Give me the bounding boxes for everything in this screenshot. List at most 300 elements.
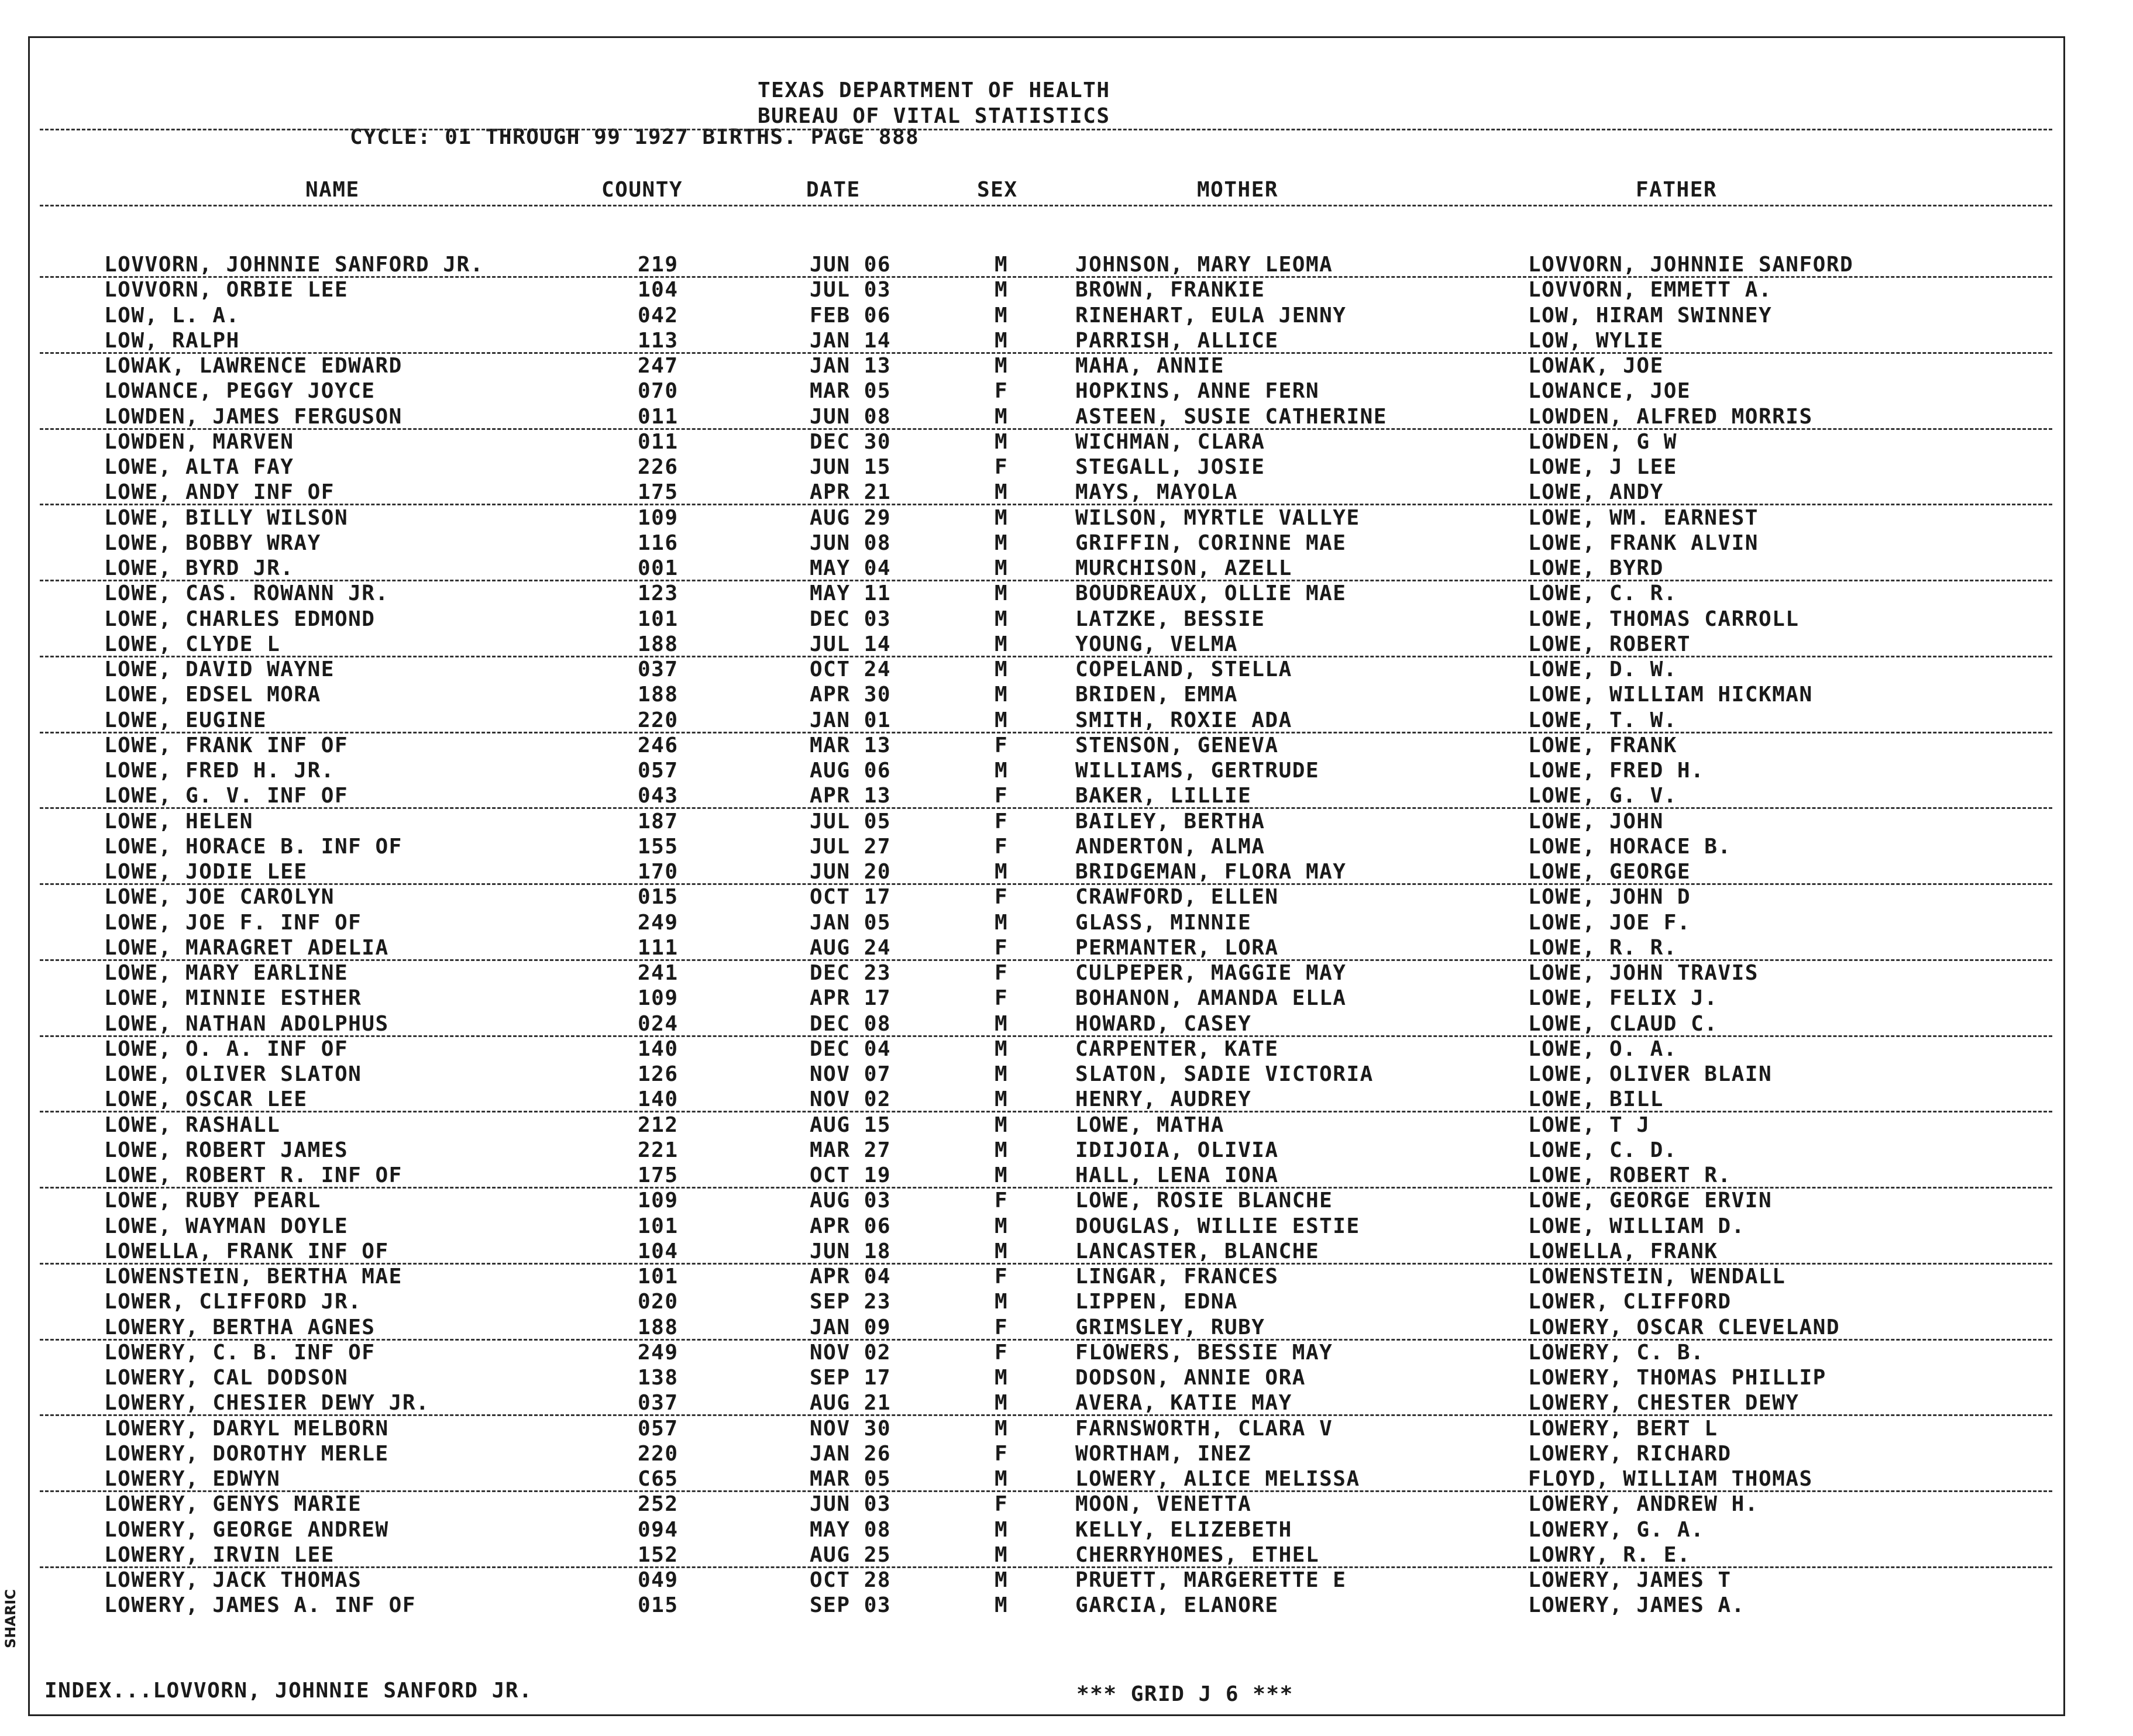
cell-mother: CHERRYHOMES, ETHEL <box>1075 1542 1320 1567</box>
cell-name: LOWE, OLIVER SLATON <box>104 1062 362 1086</box>
cell-date: AUG 06 <box>810 759 892 783</box>
cell-date: JUN 18 <box>810 1239 892 1263</box>
cell-name: LOWE, CAS. ROWANN JR. <box>104 581 389 606</box>
cell-county: 057 <box>638 1416 679 1441</box>
cell-father: LOWE, T. W. <box>1528 708 1677 732</box>
cell-name: LOWERY, GENYS MARIE <box>104 1492 362 1517</box>
cell-date: APR 13 <box>810 784 892 808</box>
cell-father: LOWERY, JAMES T <box>1528 1568 1732 1592</box>
cell-date: DEC 30 <box>810 429 892 454</box>
cell-county: 226 <box>638 455 679 479</box>
cell-county: 241 <box>638 961 679 985</box>
cell-name: LOWE, JODIE LEE <box>104 860 308 884</box>
cell-name: LOWERY, EDWYN <box>104 1467 281 1491</box>
cell-county: 219 <box>638 253 679 277</box>
cell-sex: F <box>995 935 1009 960</box>
cell-county: 221 <box>638 1138 679 1162</box>
table-row <box>0 1290 2133 1314</box>
cell-sex: F <box>995 885 1009 910</box>
cell-father: LOWE, JOHN D <box>1528 885 1691 910</box>
cell-father: LOWE, THOMAS CARROLL <box>1528 607 1800 631</box>
cell-mother: DODSON, ANNIE ORA <box>1075 1366 1306 1390</box>
cell-county: 188 <box>638 683 679 707</box>
cell-date: NOV 02 <box>810 1087 892 1112</box>
cell-father: LOWE, R. R. <box>1528 935 1677 960</box>
cell-county: 126 <box>638 1062 679 1086</box>
cell-sex: M <box>995 278 1009 302</box>
cell-father: LOWE, C. D. <box>1528 1138 1677 1162</box>
cell-father: LOWE, HORACE B. <box>1528 834 1732 859</box>
table-row <box>0 581 2133 606</box>
cell-father: LOWE, FRED H. <box>1528 759 1705 783</box>
cell-father: LOWENSTEIN, WENDALL <box>1528 1265 1786 1289</box>
cell-name: LOWE, RASHALL <box>104 1112 281 1137</box>
cell-name: LOWANCE, PEGGY JOYCE <box>104 379 376 404</box>
table-row <box>0 733 2133 758</box>
cell-county: 001 <box>638 556 679 580</box>
table-row <box>0 379 2133 404</box>
cell-mother: LANCASTER, BLANCHE <box>1075 1239 1320 1263</box>
cell-mother: LINGAR, FRANCES <box>1075 1265 1279 1289</box>
cell-name: LOWE, FRANK INF OF <box>104 733 349 757</box>
cell-mother: STENSON, GENEVA <box>1075 733 1279 757</box>
cell-name: LOWE, MARY EARLINE <box>104 961 349 985</box>
cell-sex: M <box>995 860 1009 884</box>
cell-mother: HOWARD, CASEY <box>1075 1011 1252 1036</box>
cell-mother: MAHA, ANNIE <box>1075 354 1224 378</box>
cell-father: LOWE, WILLIAM HICKMAN <box>1528 683 1813 707</box>
cell-name: LOWERY, CHESIER DEWY JR. <box>104 1391 430 1415</box>
cell-name: LOWE, ALTA FAY <box>104 455 294 479</box>
cell-sex: M <box>995 632 1009 656</box>
cell-name: LOWENSTEIN, BERTHA MAE <box>104 1265 402 1289</box>
cell-father: FLOYD, WILLIAM THOMAS <box>1528 1467 1813 1491</box>
cell-date: JUN 15 <box>810 455 892 479</box>
cell-date: SEP 17 <box>810 1366 892 1390</box>
cell-sex: M <box>995 404 1009 429</box>
cell-name: LOWE, MINNIE ESTHER <box>104 986 362 1011</box>
table-row <box>0 1113 2133 1138</box>
cell-sex: F <box>995 1492 1009 1517</box>
cell-name: LOWE, CLYDE L <box>104 632 281 656</box>
table-row <box>0 1391 2133 1415</box>
cell-sex: M <box>995 1011 1009 1036</box>
cell-date: JUN 03 <box>810 1492 892 1517</box>
cell-mother: STEGALL, JOSIE <box>1075 455 1265 479</box>
cell-date: JAN 14 <box>810 328 892 353</box>
cell-county: 247 <box>638 354 679 378</box>
table-row <box>0 1189 2133 1213</box>
cell-date: APR 21 <box>810 480 892 505</box>
cell-mother: RINEHART, EULA JENNY <box>1075 303 1347 328</box>
cell-county: 070 <box>638 379 679 404</box>
table-row <box>0 1366 2133 1390</box>
cell-date: NOV 07 <box>810 1062 892 1086</box>
cell-county: 037 <box>638 1391 679 1415</box>
cell-name: LOWERY, GEORGE ANDREW <box>104 1517 389 1542</box>
table-row <box>0 759 2133 783</box>
cell-date: DEC 04 <box>810 1036 892 1061</box>
cell-county: 252 <box>638 1492 679 1517</box>
table-row <box>0 683 2133 707</box>
table-row <box>0 810 2133 834</box>
cell-name: LOWE, WAYMAN DOYLE <box>104 1214 349 1238</box>
cell-county: 020 <box>638 1290 679 1314</box>
table-row <box>0 1492 2133 1517</box>
table-row <box>0 405 2133 429</box>
cell-county: 094 <box>638 1517 679 1542</box>
cell-father: LOWERY, BERT L <box>1528 1416 1718 1441</box>
cell-mother: GLASS, MINNIE <box>1075 910 1252 935</box>
cell-county: 188 <box>638 632 679 656</box>
cell-county: 123 <box>638 581 679 606</box>
cell-mother: GRIFFIN, CORINNE MAE <box>1075 531 1347 555</box>
cell-sex: M <box>995 1214 1009 1238</box>
table-row <box>0 253 2133 277</box>
cell-sex: M <box>995 556 1009 580</box>
table-row <box>0 1265 2133 1289</box>
cell-date: DEC 08 <box>810 1011 892 1036</box>
cell-father: LOWERY, THOMAS PHILLIP <box>1528 1366 1826 1390</box>
col-header-county: COUNTY <box>601 178 683 202</box>
cell-date: JAN 13 <box>810 354 892 378</box>
cell-name: LOWE, JOE F. INF OF <box>104 910 362 935</box>
cell-father: LOWE, FELIX J. <box>1528 986 1718 1011</box>
header-line-1: TEXAS DEPARTMENT OF HEALTH <box>758 78 1110 102</box>
cell-date: SEP 23 <box>810 1290 892 1314</box>
cell-name: LOWE, MARAGRET ADELIA <box>104 935 389 960</box>
table-row <box>0 1518 2133 1542</box>
header-rule <box>40 129 2052 130</box>
cell-mother: WICHMAN, CLARA <box>1075 429 1265 454</box>
table-row <box>0 1467 2133 1492</box>
cell-sex: M <box>995 1593 1009 1618</box>
cell-father: LOWERY, CHESTER DEWY <box>1528 1391 1800 1415</box>
cell-sex: M <box>995 1062 1009 1086</box>
cell-mother: PRUETT, MARGERETTE E <box>1075 1568 1347 1592</box>
cell-county: 212 <box>638 1112 679 1137</box>
cell-name: LOWE, BILLY WILSON <box>104 505 349 530</box>
cell-county: 104 <box>638 1239 679 1263</box>
cell-sex: F <box>995 1265 1009 1289</box>
cell-sex: M <box>995 1036 1009 1061</box>
cell-mother: MURCHISON, AZELL <box>1075 556 1292 580</box>
cell-mother: JOHNSON, MARY LEOMA <box>1075 253 1333 277</box>
cell-date: AUG 21 <box>810 1391 892 1415</box>
cell-date: AUG 29 <box>810 505 892 530</box>
cell-father: LOWE, BILL <box>1528 1087 1664 1112</box>
cell-county: 175 <box>638 1163 679 1187</box>
cell-county: 140 <box>638 1087 679 1112</box>
cell-name: LOWE, FRED H. JR. <box>104 759 335 783</box>
cell-sex: M <box>995 480 1009 505</box>
cell-father: LOVVORN, JOHNNIE SANFORD <box>1528 253 1854 277</box>
cell-sex: F <box>995 1189 1009 1213</box>
cell-mother: LOWE, ROSIE BLANCHE <box>1075 1189 1333 1213</box>
table-row <box>0 531 2133 556</box>
cell-name: LOWE, DAVID WAYNE <box>104 657 335 681</box>
cell-mother: CULPEPER, MAGGIE MAY <box>1075 961 1347 985</box>
cell-mother: CARPENTER, KATE <box>1075 1036 1279 1061</box>
cell-mother: LOWERY, ALICE MELISSA <box>1075 1467 1360 1491</box>
cell-name: LOWERY, BERTHA AGNES <box>104 1315 376 1339</box>
cell-father: LOWELLA, FRANK <box>1528 1239 1718 1263</box>
cell-county: 101 <box>638 1265 679 1289</box>
cell-father: LOWE, GEORGE ERVIN <box>1528 1189 1773 1213</box>
cell-date: JUL 27 <box>810 834 892 859</box>
cell-mother: PARRISH, ALLICE <box>1075 328 1279 353</box>
cell-date: APR 04 <box>810 1265 892 1289</box>
col-header-mother: MOTHER <box>1197 178 1279 202</box>
cell-sex: M <box>995 1112 1009 1137</box>
cell-county: 109 <box>638 505 679 530</box>
cell-name: LOWE, EDSEL MORA <box>104 683 321 707</box>
side-label: SHARIC <box>2 1589 19 1648</box>
table-row <box>0 607 2133 632</box>
cell-sex: M <box>995 683 1009 707</box>
cell-father: LOWE, WILLIAM D. <box>1528 1214 1745 1238</box>
cell-date: APR 30 <box>810 683 892 707</box>
cell-name: LOWERY, DOROTHY MERLE <box>104 1441 389 1466</box>
cell-name: LOWE, BYRD JR. <box>104 556 294 580</box>
cell-father: LOWE, BYRD <box>1528 556 1664 580</box>
cell-father: LOWE, G. V. <box>1528 784 1677 808</box>
cell-county: 101 <box>638 1214 679 1238</box>
cell-mother: BRIDEN, EMMA <box>1075 683 1238 707</box>
cell-father: LOWDEN, ALFRED MORRIS <box>1528 404 1813 429</box>
cell-name: LOVVORN, ORBIE LEE <box>104 278 349 302</box>
cell-county: 015 <box>638 1593 679 1618</box>
cell-county: 049 <box>638 1568 679 1592</box>
cell-date: DEC 03 <box>810 607 892 631</box>
table-row <box>0 1593 2133 1618</box>
cell-father: LOWE, JOHN TRAVIS <box>1528 961 1759 985</box>
cell-county: 111 <box>638 935 679 960</box>
cell-sex: M <box>995 354 1009 378</box>
cell-sex: M <box>995 1517 1009 1542</box>
table-row <box>0 1163 2133 1188</box>
cell-mother: SMITH, ROXIE ADA <box>1075 708 1292 732</box>
table-row <box>0 1012 2133 1036</box>
cell-mother: ANDERTON, ALMA <box>1075 834 1265 859</box>
cell-county: 011 <box>638 429 679 454</box>
table-row <box>0 556 2133 581</box>
cell-date: OCT 19 <box>810 1163 892 1187</box>
cell-sex: F <box>995 379 1009 404</box>
cell-county: 175 <box>638 480 679 505</box>
column-header-rule <box>40 205 2052 206</box>
cell-date: FEB 06 <box>810 303 892 328</box>
table-row <box>0 1037 2133 1062</box>
table-row <box>0 885 2133 910</box>
cell-sex: F <box>995 1315 1009 1339</box>
table-row <box>0 1341 2133 1365</box>
cell-sex: M <box>995 759 1009 783</box>
cell-name: LOWER, CLIFFORD JR. <box>104 1290 362 1314</box>
cell-father: LOWERY, OSCAR CLEVELAND <box>1528 1315 1840 1339</box>
cell-mother: HOPKINS, ANNE FERN <box>1075 379 1320 404</box>
cell-sex: M <box>995 505 1009 530</box>
cell-date: JUN 06 <box>810 253 892 277</box>
table-row <box>0 1543 2133 1568</box>
cell-sex: M <box>995 1391 1009 1415</box>
cell-father: LOWERY, C. B. <box>1528 1340 1705 1365</box>
table-row <box>0 961 2133 986</box>
cell-name: LOWE, RUBY PEARL <box>104 1189 321 1213</box>
cell-father: LOWE, T J <box>1528 1112 1650 1137</box>
cell-mother: LATZKE, BESSIE <box>1075 607 1265 631</box>
cell-mother: KELLY, ELIZEBETH <box>1075 1517 1292 1542</box>
cell-name: LOVVORN, JOHNNIE SANFORD JR. <box>104 253 484 277</box>
cell-date: JAN 01 <box>810 708 892 732</box>
cell-county: 113 <box>638 328 679 353</box>
cell-date: AUG 15 <box>810 1112 892 1137</box>
cell-father: LOWAK, JOE <box>1528 354 1664 378</box>
cell-mother: FARNSWORTH, CLARA V <box>1075 1416 1333 1441</box>
cell-county: 015 <box>638 885 679 910</box>
cell-mother: WILSON, MYRTLE VALLYE <box>1075 505 1360 530</box>
cell-date: JAN 26 <box>810 1441 892 1466</box>
cell-county: 220 <box>638 708 679 732</box>
cell-father: LOW, HIRAM SWINNEY <box>1528 303 1773 328</box>
cell-county: 116 <box>638 531 679 555</box>
cell-sex: F <box>995 1340 1009 1365</box>
cell-date: AUG 25 <box>810 1542 892 1567</box>
cell-date: JUN 20 <box>810 860 892 884</box>
cell-sex: M <box>995 429 1009 454</box>
cell-father: LOWERY, RICHARD <box>1528 1441 1732 1466</box>
cell-date: MAR 05 <box>810 379 892 404</box>
cell-mother: WILLIAMS, GERTRUDE <box>1075 759 1320 783</box>
cell-date: OCT 17 <box>810 885 892 910</box>
cell-county: 246 <box>638 733 679 757</box>
cell-mother: MAYS, MAYOLA <box>1075 480 1238 505</box>
cell-date: JAN 09 <box>810 1315 892 1339</box>
cell-father: LOWE, O. A. <box>1528 1036 1677 1061</box>
cell-mother: YOUNG, VELMA <box>1075 632 1238 656</box>
cell-county: 138 <box>638 1366 679 1390</box>
cell-sex: M <box>995 657 1009 681</box>
cell-name: LOWE, EUGINE <box>104 708 267 732</box>
cell-date: JUN 08 <box>810 531 892 555</box>
table-row <box>0 1417 2133 1441</box>
cell-name: LOWE, ROBERT R. INF OF <box>104 1163 402 1187</box>
cell-sex: M <box>995 1366 1009 1390</box>
cell-mother: HALL, LENA IONA <box>1075 1163 1279 1187</box>
cell-name: LOWE, O. A. INF OF <box>104 1036 349 1061</box>
table-row <box>0 911 2133 935</box>
cell-name: LOWE, HELEN <box>104 809 253 833</box>
cell-sex: F <box>995 784 1009 808</box>
cell-name: LOWE, ANDY INF OF <box>104 480 335 505</box>
cell-mother: AVERA, KATIE MAY <box>1075 1391 1292 1415</box>
cell-mother: BAKER, LILLIE <box>1075 784 1252 808</box>
cell-father: LOWE, GEORGE <box>1528 860 1691 884</box>
cell-sex: F <box>995 986 1009 1011</box>
cell-mother: BAILEY, BERTHA <box>1075 809 1265 833</box>
cell-sex: M <box>995 1138 1009 1162</box>
table-row <box>0 480 2133 505</box>
cell-county: 109 <box>638 1189 679 1213</box>
cell-date: NOV 30 <box>810 1416 892 1441</box>
cell-county: 170 <box>638 860 679 884</box>
cell-mother: BRIDGEMAN, FLORA MAY <box>1075 860 1347 884</box>
cell-sex: M <box>995 581 1009 606</box>
table-row <box>0 708 2133 733</box>
cell-name: LOWERY, JAMES A. INF OF <box>104 1593 416 1618</box>
cell-mother: HENRY, AUDREY <box>1075 1087 1252 1112</box>
cell-mother: CRAWFORD, ELLEN <box>1075 885 1279 910</box>
cell-date: MAR 05 <box>810 1467 892 1491</box>
table-row <box>0 455 2133 480</box>
cell-name: LOWERY, DARYL MELBORN <box>104 1416 389 1441</box>
cell-date: MAR 13 <box>810 733 892 757</box>
cell-sex: F <box>995 834 1009 859</box>
cell-name: LOWE, NATHAN ADOLPHUS <box>104 1011 389 1036</box>
cell-mother: GARCIA, ELANORE <box>1075 1593 1279 1618</box>
table-row <box>0 986 2133 1011</box>
cell-name: LOWERY, JACK THOMAS <box>104 1568 362 1592</box>
cell-sex: F <box>995 809 1009 833</box>
cell-name: LOWERY, IRVIN LEE <box>104 1542 335 1567</box>
table-row <box>0 354 2133 378</box>
cell-father: LOWE, OLIVER BLAIN <box>1528 1062 1773 1086</box>
cell-father: LOWANCE, JOE <box>1528 379 1691 404</box>
cell-county: 101 <box>638 607 679 631</box>
cell-date: OCT 24 <box>810 657 892 681</box>
cell-father: LOWE, FRANK ALVIN <box>1528 531 1759 555</box>
cell-father: LOWE, C. R. <box>1528 581 1677 606</box>
cell-mother: DOUGLAS, WILLIE ESTIE <box>1075 1214 1360 1238</box>
cell-date: JAN 05 <box>810 910 892 935</box>
cell-mother: PERMANTER, LORA <box>1075 935 1279 960</box>
table-row <box>0 430 2133 454</box>
cell-date: MAY 08 <box>810 1517 892 1542</box>
col-header-father: FATHER <box>1636 178 1718 202</box>
cell-mother: BROWN, FRANKIE <box>1075 278 1265 302</box>
table-row <box>0 278 2133 302</box>
cell-father: LOWE, J LEE <box>1528 455 1677 479</box>
table-row <box>0 1062 2133 1087</box>
cell-date: DEC 23 <box>810 961 892 985</box>
cell-sex: M <box>995 1542 1009 1567</box>
table-row <box>0 1214 2133 1239</box>
cell-mother: LIPPEN, EDNA <box>1075 1290 1238 1314</box>
table-row <box>0 1138 2133 1163</box>
cell-father: LOWE, WM. EARNEST <box>1528 505 1759 530</box>
cell-father: LOWE, ROBERT R. <box>1528 1163 1732 1187</box>
table-row <box>0 657 2133 682</box>
cell-name: LOWELLA, FRANK INF OF <box>104 1239 389 1263</box>
cell-mother: BOHANON, AMANDA ELLA <box>1075 986 1347 1011</box>
cell-father: LOW, WYLIE <box>1528 328 1664 353</box>
table-row <box>0 632 2133 657</box>
cell-sex: M <box>995 1290 1009 1314</box>
cell-sex: M <box>995 708 1009 732</box>
cell-date: MAY 04 <box>810 556 892 580</box>
cell-name: LOWE, BOBBY WRAY <box>104 531 321 555</box>
cell-date: NOV 02 <box>810 1340 892 1365</box>
table-row <box>0 936 2133 960</box>
footer-grid: *** GRID J 6 *** <box>1076 1682 1293 1706</box>
cell-father: LOWRY, R. E. <box>1528 1542 1691 1567</box>
cell-date: APR 06 <box>810 1214 892 1238</box>
cell-sex: F <box>995 455 1009 479</box>
cell-sex: M <box>995 303 1009 328</box>
cell-county: 057 <box>638 759 679 783</box>
cell-mother: BOUDREAUX, OLLIE MAE <box>1075 581 1347 606</box>
cell-date: JUL 03 <box>810 278 892 302</box>
